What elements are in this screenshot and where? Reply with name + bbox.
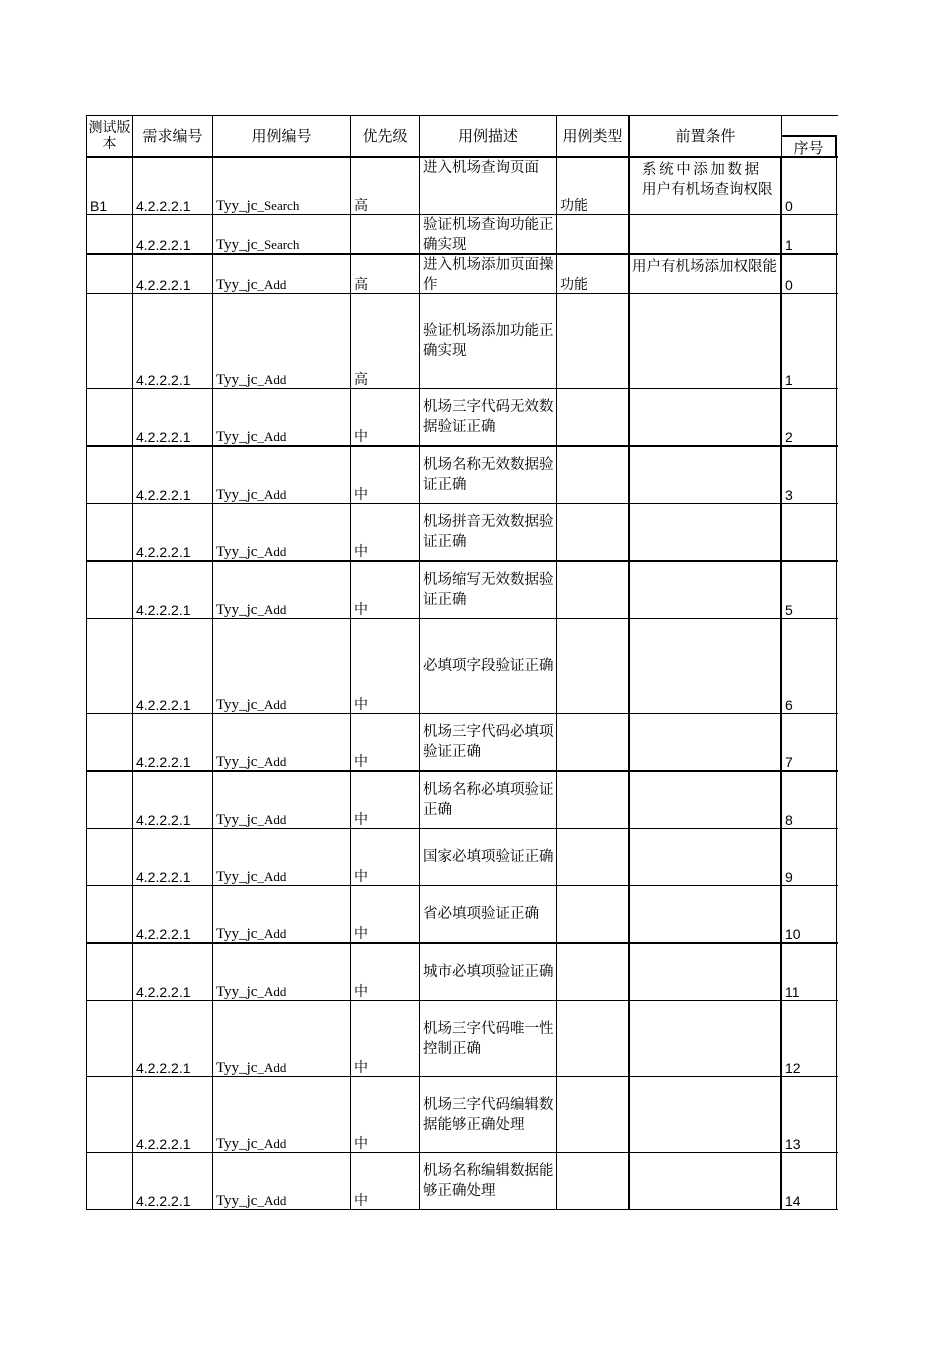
cell-desc [420, 158, 557, 214]
header-precondition: 前置条件 [630, 116, 782, 156]
priority-text: 中 [354, 429, 368, 445]
cell-priority [351, 447, 420, 503]
cell-precondition [630, 294, 782, 388]
cell-precondition [630, 389, 782, 445]
seq-text: 3 [785, 487, 793, 503]
req-no-text: 4.2.2.2.1 [136, 198, 191, 214]
cell-req-no [133, 1153, 213, 1209]
cell-priority [351, 619, 420, 713]
cell-seq [782, 389, 837, 445]
case-prefix: Tyy_jc [216, 487, 258, 503]
header-case-desc: 用例描述 [420, 116, 557, 156]
cell-version [86, 562, 133, 618]
case-suffix: _Add [257, 1136, 287, 1151]
cell-req-no [133, 829, 213, 885]
seq-text: 14 [785, 1193, 801, 1209]
cell-precondition [630, 1001, 782, 1076]
cell-precondition [630, 772, 782, 828]
cell-precondition [630, 1153, 782, 1209]
cell-case-no [213, 294, 351, 388]
table-row [86, 772, 838, 829]
req-no-text: 4.2.2.2.1 [136, 544, 191, 560]
seq-text: 1 [785, 237, 793, 253]
table-row [86, 447, 838, 504]
cell-version [86, 1153, 133, 1209]
cell-type [557, 389, 630, 445]
table-row [86, 504, 838, 562]
cell-case-no [213, 714, 351, 770]
cell-case-no [213, 215, 351, 253]
table-row [86, 389, 838, 447]
cell-type [557, 504, 630, 560]
desc-text: 机场名称无效数据验证正确 [423, 457, 554, 493]
desc-text: 城市必填项验证正确 [423, 964, 554, 980]
case-no-text [216, 427, 286, 445]
case-prefix: Tyy_jc [216, 984, 258, 1000]
seq-text: 0 [785, 277, 793, 293]
case-no-text [216, 275, 286, 293]
cell-case-no [213, 1001, 351, 1076]
case-suffix: _Add [257, 1193, 287, 1208]
desc-text: 机场三字代码编辑数据能够正确处理 [423, 1096, 554, 1133]
table-row [86, 944, 838, 1001]
cell-type [557, 714, 630, 770]
case-no-text [216, 235, 299, 253]
case-prefix: Tyy_jc [216, 277, 258, 293]
cell-seq [782, 447, 837, 503]
req-no-text: 4.2.2.2.1 [136, 1060, 191, 1076]
type-text: 功能 [560, 198, 588, 214]
desc-text: 进入机场查询页面 [423, 160, 539, 176]
cell-version [86, 944, 133, 1000]
cell-desc [420, 504, 557, 560]
cell-desc [420, 944, 557, 1000]
case-prefix: Tyy_jc [216, 926, 258, 942]
req-no-text: 4.2.2.2.1 [136, 277, 191, 293]
case-no-text [216, 982, 286, 1000]
cell-desc [420, 389, 557, 445]
cell-type [557, 255, 630, 293]
case-no-text [216, 196, 299, 214]
table-body [86, 158, 838, 1210]
case-no-text [216, 600, 286, 618]
cell-priority [351, 504, 420, 560]
cell-type [557, 829, 630, 885]
table-row [86, 215, 838, 255]
case-suffix: _Add [257, 544, 287, 559]
cell-case-no [213, 619, 351, 713]
cell-precondition [630, 944, 782, 1000]
header-test-version: 测试版本 [86, 116, 133, 156]
cell-version [86, 504, 133, 560]
header-seq-spacer [782, 116, 837, 136]
priority-text: 中 [354, 602, 368, 618]
cell-desc [420, 1153, 557, 1209]
cell-req-no [133, 1001, 213, 1076]
req-no-text: 4.2.2.2.1 [136, 372, 191, 388]
cell-seq [782, 944, 837, 1000]
header-seq: 序号 [782, 136, 837, 156]
cell-case-no [213, 447, 351, 503]
req-no-text: 4.2.2.2.1 [136, 1193, 191, 1209]
priority-text: 中 [354, 487, 368, 503]
precondition-line-1: 用户有机场添加权限能 [632, 259, 777, 275]
case-suffix: _Add [257, 754, 287, 769]
cell-type [557, 772, 630, 828]
cell-priority [351, 1153, 420, 1209]
cell-type [557, 447, 630, 503]
test-case-table [86, 115, 838, 1210]
cell-case-no [213, 255, 351, 293]
cell-seq [782, 714, 837, 770]
case-suffix: _Add [257, 277, 287, 292]
req-no-text: 4.2.2.2.1 [136, 487, 191, 503]
cell-seq [782, 1001, 837, 1076]
case-prefix: Tyy_jc [216, 237, 258, 253]
priority-text: 中 [354, 984, 368, 1000]
cell-version [86, 772, 133, 828]
cell-priority [351, 389, 420, 445]
cell-seq [782, 1153, 837, 1209]
priority-text: 中 [354, 812, 368, 828]
cell-seq [782, 772, 837, 828]
desc-text: 验证机场查询功能正确实现 [423, 217, 554, 253]
precondition-line-1: 系统中添加数据 [642, 162, 762, 178]
case-no-text [216, 485, 286, 503]
table-row [86, 1001, 838, 1077]
cell-req-no [133, 619, 213, 713]
req-no-text: 4.2.2.2.1 [136, 1136, 191, 1152]
desc-text: 机场三字代码必填项验证正确 [423, 724, 554, 760]
cell-case-no [213, 829, 351, 885]
case-prefix: Tyy_jc [216, 754, 258, 770]
desc-text: 验证机场添加功能正确实现 [423, 323, 554, 359]
req-no-text: 4.2.2.2.1 [136, 869, 191, 885]
cell-priority [351, 1077, 420, 1152]
cell-desc [420, 714, 557, 770]
desc-text: 机场三字代码无效数据验证正确 [423, 399, 554, 435]
case-no-text [216, 542, 286, 560]
cell-req-no [133, 944, 213, 1000]
cell-version [86, 619, 133, 713]
seq-text: 10 [785, 926, 801, 942]
cell-priority [351, 772, 420, 828]
cell-seq [782, 829, 837, 885]
cell-seq [782, 255, 837, 293]
case-no-text [216, 695, 286, 713]
cell-req-no [133, 158, 213, 214]
precondition-text [632, 257, 779, 277]
cell-priority [351, 215, 420, 253]
seq-text: 11 [785, 984, 800, 1000]
case-no-text [216, 924, 286, 942]
desc-text: 机场名称必填项验证正确 [423, 782, 554, 818]
seq-text: 6 [785, 697, 793, 713]
case-prefix: Tyy_jc [216, 1136, 258, 1152]
cell-type [557, 1153, 630, 1209]
cell-req-no [133, 215, 213, 253]
table-row [86, 1077, 838, 1153]
priority-text: 高 [354, 372, 368, 388]
cell-seq [782, 504, 837, 560]
cell-priority [351, 714, 420, 770]
cell-req-no [133, 714, 213, 770]
cell-desc [420, 255, 557, 293]
cell-desc [420, 1001, 557, 1076]
case-prefix: Tyy_jc [216, 429, 258, 445]
case-suffix: _Add [257, 984, 287, 999]
cell-precondition [630, 886, 782, 942]
cell-req-no [133, 255, 213, 293]
cell-type [557, 619, 630, 713]
cell-priority [351, 255, 420, 293]
cell-priority [351, 944, 420, 1000]
cell-precondition [630, 1077, 782, 1152]
cell-type [557, 562, 630, 618]
priority-text: 高 [354, 198, 368, 214]
priority-text: 中 [354, 1136, 368, 1152]
seq-text: 8 [785, 812, 793, 828]
cell-priority [351, 829, 420, 885]
cell-type [557, 1001, 630, 1076]
priority-text: 中 [354, 1060, 368, 1076]
cell-case-no [213, 886, 351, 942]
cell-case-no [213, 504, 351, 560]
cell-desc [420, 886, 557, 942]
table-row [86, 714, 838, 772]
table-row [86, 158, 838, 215]
cell-version [86, 1077, 133, 1152]
req-no-text: 4.2.2.2.1 [136, 429, 191, 445]
req-no-text: 4.2.2.2.1 [136, 237, 191, 253]
case-prefix: Tyy_jc [216, 602, 258, 618]
seq-text: 2 [785, 429, 793, 445]
desc-text: 机场缩写无效数据验证正确 [423, 572, 554, 608]
case-suffix: _Add [257, 697, 287, 712]
type-text: 功能 [560, 277, 588, 293]
case-suffix: _Add [257, 812, 287, 827]
cell-priority [351, 886, 420, 942]
cell-req-no [133, 447, 213, 503]
version-text: B1 [90, 198, 108, 214]
case-suffix: _Add [257, 487, 287, 502]
cell-seq [782, 562, 837, 618]
seq-text: 0 [785, 198, 793, 214]
cell-req-no [133, 562, 213, 618]
cell-req-no [133, 294, 213, 388]
case-suffix: _Search [257, 198, 300, 213]
cell-desc [420, 294, 557, 388]
cell-seq [782, 886, 837, 942]
cell-version [86, 714, 133, 770]
case-suffix: _Add [257, 372, 287, 387]
cell-version [86, 294, 133, 388]
cell-desc [420, 447, 557, 503]
seq-text: 9 [785, 869, 793, 885]
case-suffix: _Add [257, 869, 287, 884]
cell-precondition [630, 829, 782, 885]
table-row [86, 829, 838, 886]
case-suffix: _Add [257, 1060, 287, 1075]
req-no-text: 4.2.2.2.1 [136, 812, 191, 828]
cell-priority [351, 562, 420, 618]
table-row [86, 1153, 838, 1210]
cell-version [86, 158, 133, 214]
case-suffix: _Add [257, 926, 287, 941]
case-suffix: _Add [257, 602, 287, 617]
priority-text: 中 [354, 754, 368, 770]
priority-text: 中 [354, 697, 368, 713]
priority-text: 中 [354, 1193, 368, 1209]
header-req-no: 需求编号 [133, 116, 213, 156]
header-priority: 优先级 [351, 116, 420, 156]
table-row [86, 886, 838, 944]
cell-seq [782, 619, 837, 713]
table-row [86, 562, 838, 619]
seq-text: 7 [785, 754, 793, 770]
cell-type [557, 158, 630, 214]
case-suffix: _Add [257, 429, 287, 444]
cell-priority [351, 158, 420, 214]
cell-seq [782, 215, 837, 253]
table-row [86, 294, 838, 389]
header-case-type: 用例类型 [557, 116, 630, 156]
cell-desc [420, 215, 557, 253]
cell-version [86, 447, 133, 503]
cell-desc [420, 619, 557, 713]
priority-text: 高 [354, 277, 368, 293]
req-no-text: 4.2.2.2.1 [136, 697, 191, 713]
priority-text: 中 [354, 544, 368, 560]
cell-precondition [630, 504, 782, 560]
seq-text: 13 [785, 1136, 801, 1152]
case-no-text [216, 867, 286, 885]
cell-type [557, 886, 630, 942]
case-prefix: Tyy_jc [216, 198, 258, 214]
cell-case-no [213, 562, 351, 618]
case-prefix: Tyy_jc [216, 869, 258, 885]
desc-text: 必填项字段验证正确 [423, 658, 554, 674]
cell-precondition [630, 215, 782, 253]
desc-text: 机场三字代码唯一性控制正确 [423, 1020, 554, 1057]
cell-version [86, 389, 133, 445]
cell-case-no [213, 158, 351, 214]
seq-text: 12 [785, 1060, 801, 1076]
cell-type [557, 1077, 630, 1152]
case-no-text [216, 752, 286, 770]
cell-precondition [630, 619, 782, 713]
seq-text: 1 [785, 372, 793, 388]
cell-case-no [213, 772, 351, 828]
cell-seq [782, 294, 837, 388]
case-suffix: _Search [257, 237, 300, 252]
cell-type [557, 215, 630, 253]
cell-version [86, 255, 133, 293]
cell-version [86, 829, 133, 885]
desc-text: 进入机场添加页面操作 [423, 257, 554, 293]
precondition-text [632, 160, 779, 200]
cell-seq [782, 1077, 837, 1152]
header-seq-cell [782, 116, 837, 156]
req-no-text: 4.2.2.2.1 [136, 984, 191, 1000]
priority-text: 中 [354, 926, 368, 942]
cell-precondition [630, 255, 782, 293]
req-no-text: 4.2.2.2.1 [136, 602, 191, 618]
cell-version [86, 1001, 133, 1076]
cell-desc [420, 562, 557, 618]
case-no-text [216, 1058, 286, 1076]
case-prefix: Tyy_jc [216, 544, 258, 560]
cell-req-no [133, 772, 213, 828]
case-no-text [216, 1134, 286, 1152]
cell-desc [420, 772, 557, 828]
cell-case-no [213, 1077, 351, 1152]
seq-text: 5 [785, 602, 793, 618]
case-no-text [216, 1191, 286, 1209]
desc-text: 国家必填项验证正确 [423, 849, 554, 865]
desc-text: 机场名称编辑数据能够正确处理 [423, 1163, 554, 1199]
cell-version [86, 215, 133, 253]
req-no-text: 4.2.2.2.1 [136, 754, 191, 770]
cell-case-no [213, 1153, 351, 1209]
cell-req-no [133, 886, 213, 942]
case-no-text [216, 370, 286, 388]
table-header [86, 115, 838, 158]
cell-precondition [630, 714, 782, 770]
cell-case-no [213, 944, 351, 1000]
cell-precondition [630, 158, 782, 214]
cell-req-no [133, 1077, 213, 1152]
cell-case-no [213, 389, 351, 445]
case-prefix: Tyy_jc [216, 812, 258, 828]
case-no-text [216, 810, 286, 828]
cell-version [86, 886, 133, 942]
case-prefix: Tyy_jc [216, 372, 258, 388]
header-case-no: 用例编号 [213, 116, 351, 156]
cell-req-no [133, 389, 213, 445]
cell-desc [420, 829, 557, 885]
desc-text: 机场拼音无效数据验证正确 [423, 514, 554, 550]
case-prefix: Tyy_jc [216, 1193, 258, 1209]
cell-precondition [630, 562, 782, 618]
priority-text: 中 [354, 869, 368, 885]
cell-type [557, 944, 630, 1000]
table-row [86, 255, 838, 294]
cell-seq [782, 158, 837, 214]
desc-text: 省必填项验证正确 [423, 906, 539, 922]
req-no-text: 4.2.2.2.1 [136, 926, 191, 942]
cell-priority [351, 294, 420, 388]
cell-type [557, 294, 630, 388]
cell-precondition [630, 447, 782, 503]
cell-priority [351, 1001, 420, 1076]
table-row [86, 619, 838, 714]
precondition-line-2: 用户有机场查询权限 [642, 182, 773, 198]
cell-req-no [133, 504, 213, 560]
case-prefix: Tyy_jc [216, 1060, 258, 1076]
case-prefix: Tyy_jc [216, 697, 258, 713]
cell-desc [420, 1077, 557, 1152]
